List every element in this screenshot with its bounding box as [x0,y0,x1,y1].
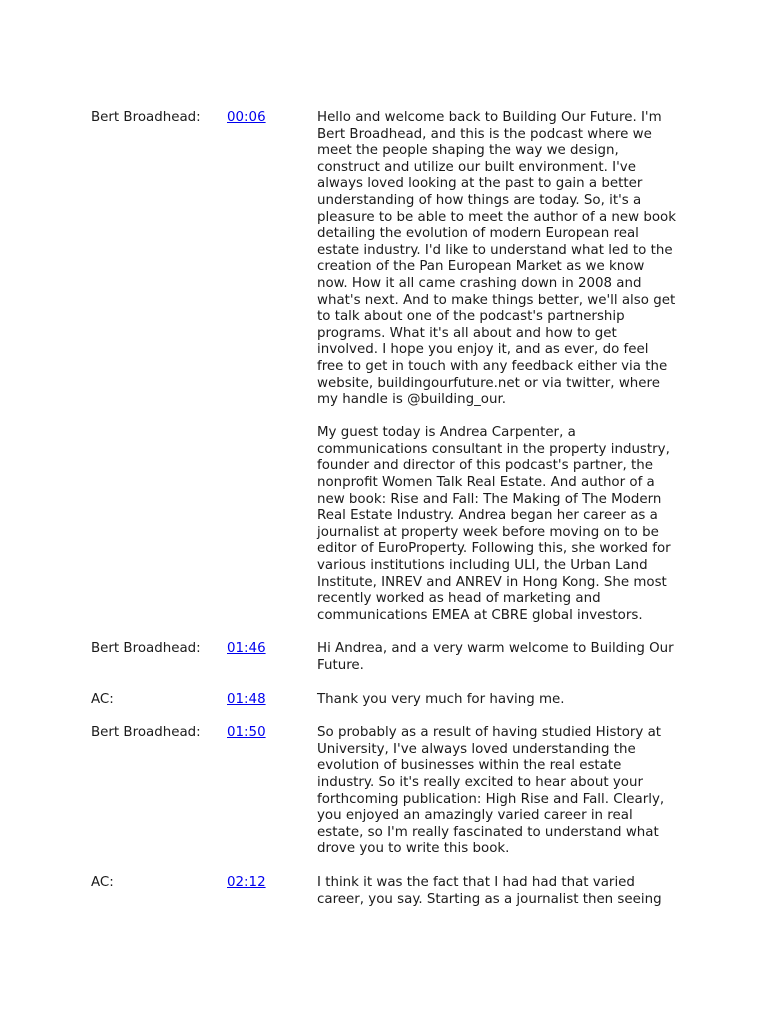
transcript-text [317,641,679,674]
transcript-entry [0,641,770,674]
timestamp-link[interactable]: 01:50 [227,725,266,741]
speaker-name: AC: [91,874,114,890]
paragraph: My guest today is Andrea Carpenter, a communications consultant in the property industry, founder and director of this podcast's partner, the nonprofit Women Talk Real Estate. And author of a new book: Rise and Fall: The Making of The Modern Real Estate Industry. Andrea began her career as a journalist at property week before moving on to be editor of EuroProperty. Following this, she worked for various institutions including ULI, the Urban Land Institute, INREV and ANREV in Hong Kong. She most recently worked as head of marketing and communications EMEA at CBRE global investors. [317,425,671,623]
transcript-entry [0,875,770,908]
timestamp-link[interactable]: 01:48 [227,691,266,707]
paragraph: So probably as a result of having studied History at University, I've always loved understanding the evolution of businesses within the real estate industry. So it's really excited to hear about your forthcoming publication: High Rise and Fall. Clearly, you enjoyed an amazingly varied career in real estate, so I'm really fascinated to understand what drove you to write this book. [317,725,665,857]
speaker-name: AC: [91,691,114,707]
transcript-text [317,110,679,624]
timestamp-link[interactable]: 00:06 [227,110,266,125]
paragraph: Hi Andrea, and a very warm welcome to Building Our Future. [317,641,674,673]
transcript-entry [0,692,770,709]
paragraph: Hello and welcome back to Building Our Future. I'm Bert Broadhead, and this is the podcast where we meet the people shaping the way we design, construct and utilize our built environment. I've always loved looking at the past to gain a better understanding of how things are today. So, it's a pleasure to be able to meet the author of a new book detailing the evolution of modern European real estate industry. I'd like to understand what led to the creation of the Pan European Market as we know now. How it all came crashing down in 2008 and what's next. And to make things better, we'll also get to talk about one of the podcast's partnership programs. What it's all about and how to get involved. I hope you enjoy it, and as ever, do feel free to get in touch with any feedback either via the website, buildingourfuture.net or via twitter, where my handle is @building_our. [317,110,676,408]
transcript-text [317,725,679,858]
paragraph: Thank you very much for having me. [317,691,565,707]
paragraph: I think it was the fact that I had had that varied career, you say. Starting as a journalist then seeing [317,874,662,907]
transcript-entry [0,725,770,858]
transcript-text [317,875,679,908]
timestamp-link[interactable]: 02:12 [227,874,266,890]
timestamp-link[interactable]: 01:46 [227,641,266,657]
transcript-page [0,110,770,925]
speaker-name: Bert Broadhead: [91,641,201,657]
transcript-entry [0,110,770,624]
speaker-name: Bert Broadhead: [91,110,201,125]
transcript-text [317,692,679,709]
speaker-name: Bert Broadhead: [91,725,201,741]
